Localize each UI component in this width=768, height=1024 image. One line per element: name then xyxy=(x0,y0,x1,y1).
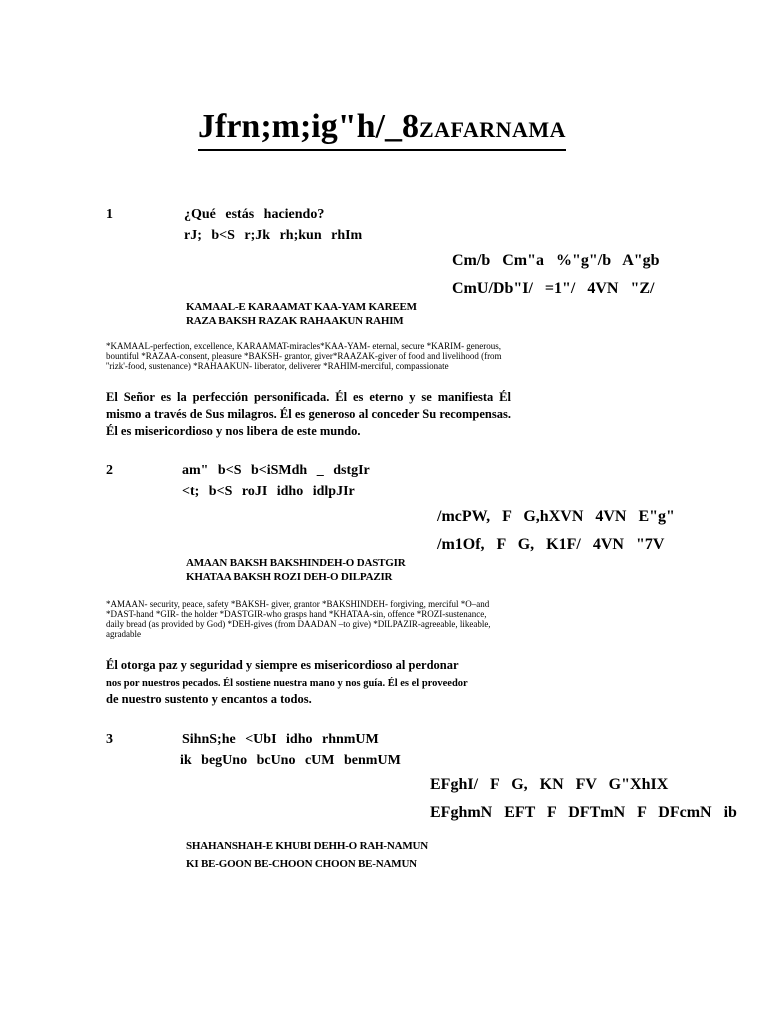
transliteration-line: RAZA BAKSH RAZAK RAHAAKUN RAHIM xyxy=(186,315,404,327)
spanish-translation-line: Él otorga paz y seguridad y siempre es misericordioso al perdonar xyxy=(106,658,459,672)
verse-number: 1 xyxy=(106,207,113,222)
spanish-translation: El Señor es la perfección personificada. Él es eterno y se manifiesta Él mismo a través de Sus milagros. Él es generoso al conceder Su recompensas. Él es misericordioso y nos libera de este mundo. xyxy=(106,390,511,438)
gurmukhi-line: /m1Of, F G, K1F/ 4VN "7V xyxy=(437,536,665,553)
verse-line: am" b<S b<iSMdh _ dstgIr xyxy=(182,463,370,478)
gurmukhi-line: /mcPW, F G,hXVN 4VN E"g" xyxy=(437,508,675,525)
verse-line: ik begUno bcUno cUM benmUM xyxy=(180,753,401,768)
transliteration-line: KHATAA BAKSH ROZI DEH-O DILPAZIR xyxy=(186,571,393,583)
glossary-text: *AMAAN- security, peace, safety *BAKSH- giver, grantor *BAKSHINDEH- forgiving, merciful *O–and *DAST-hand *GIR- the holder *DASTGIR-who grasps hand *KHATAA-sin, offence *ROZI-sustenance, daily bread (as provided by God) *DEH-gives (from DAADAN –to give) *DILPAZIR-agreeable, likeable, agradable xyxy=(106,599,491,639)
spanish-translation-line: nos por nuestros pecados. Él sostiene nuestra mano y nos guía. Él es el proveedor xyxy=(106,678,468,689)
verse-number: 3 xyxy=(106,732,113,747)
transliteration-line: SHAHANSHAH-E KHUBI DEHH-O RAH-NAMUN xyxy=(186,840,429,852)
transliteration-line: KAMAAL-E KARAAMAT KAA-YAM KAREEM xyxy=(186,301,417,313)
glossary-text: *KAMAAL-perfection, excellence, KARAAMAT-miracles*KAA-YAM- eternal, secure *KARIM- generous, bountiful *RAZAA-consent, pleasure *BAKSH- grantor, giver*RAAZAK-giver of food and livelihood (from ''rizk'-food, sustenance) *RAHAAKUN- liberator, deliverer *RAHIM-merciful, compassionate xyxy=(106,341,502,371)
verse-line: ¿Qué estás haciendo? xyxy=(184,207,325,222)
verse-line: rJ; b<S r;Jk rh;kun rhIm xyxy=(184,228,363,243)
verse-line: <t; b<S roJI idho idlpJIr xyxy=(182,484,355,499)
gurmukhi-line: EFghI/ F G, KN FV G"XhIX xyxy=(430,776,669,793)
gurmukhi-line: EFghmN EFT F DFTmN F DFcmN ib xyxy=(430,804,737,821)
title-gurmukhi: Jfrn;m;ig"h/_8 xyxy=(198,108,419,145)
spanish-translation-line: de nuestro sustento y encantos a todos. xyxy=(106,692,312,706)
gurmukhi-line: Cm/b Cm"a %"g"/b A"gb xyxy=(452,252,660,269)
transliteration-line: AMAAN BAKSH BAKSHINDEH-O DASTGIR xyxy=(186,557,406,569)
verse-line: SihnS;he <UbI idho rhnmUM xyxy=(182,732,379,747)
gurmukhi-line: CmU/Db"I/ =1"/ 4VN "Z/ xyxy=(452,280,655,297)
transliteration-line: KI BE-GOON BE-CHOON CHOON BE-NAMUN xyxy=(186,858,417,870)
title-latin: ZAFARNAMA xyxy=(418,117,567,142)
page-title xyxy=(198,108,566,151)
verse-number: 2 xyxy=(106,463,113,478)
